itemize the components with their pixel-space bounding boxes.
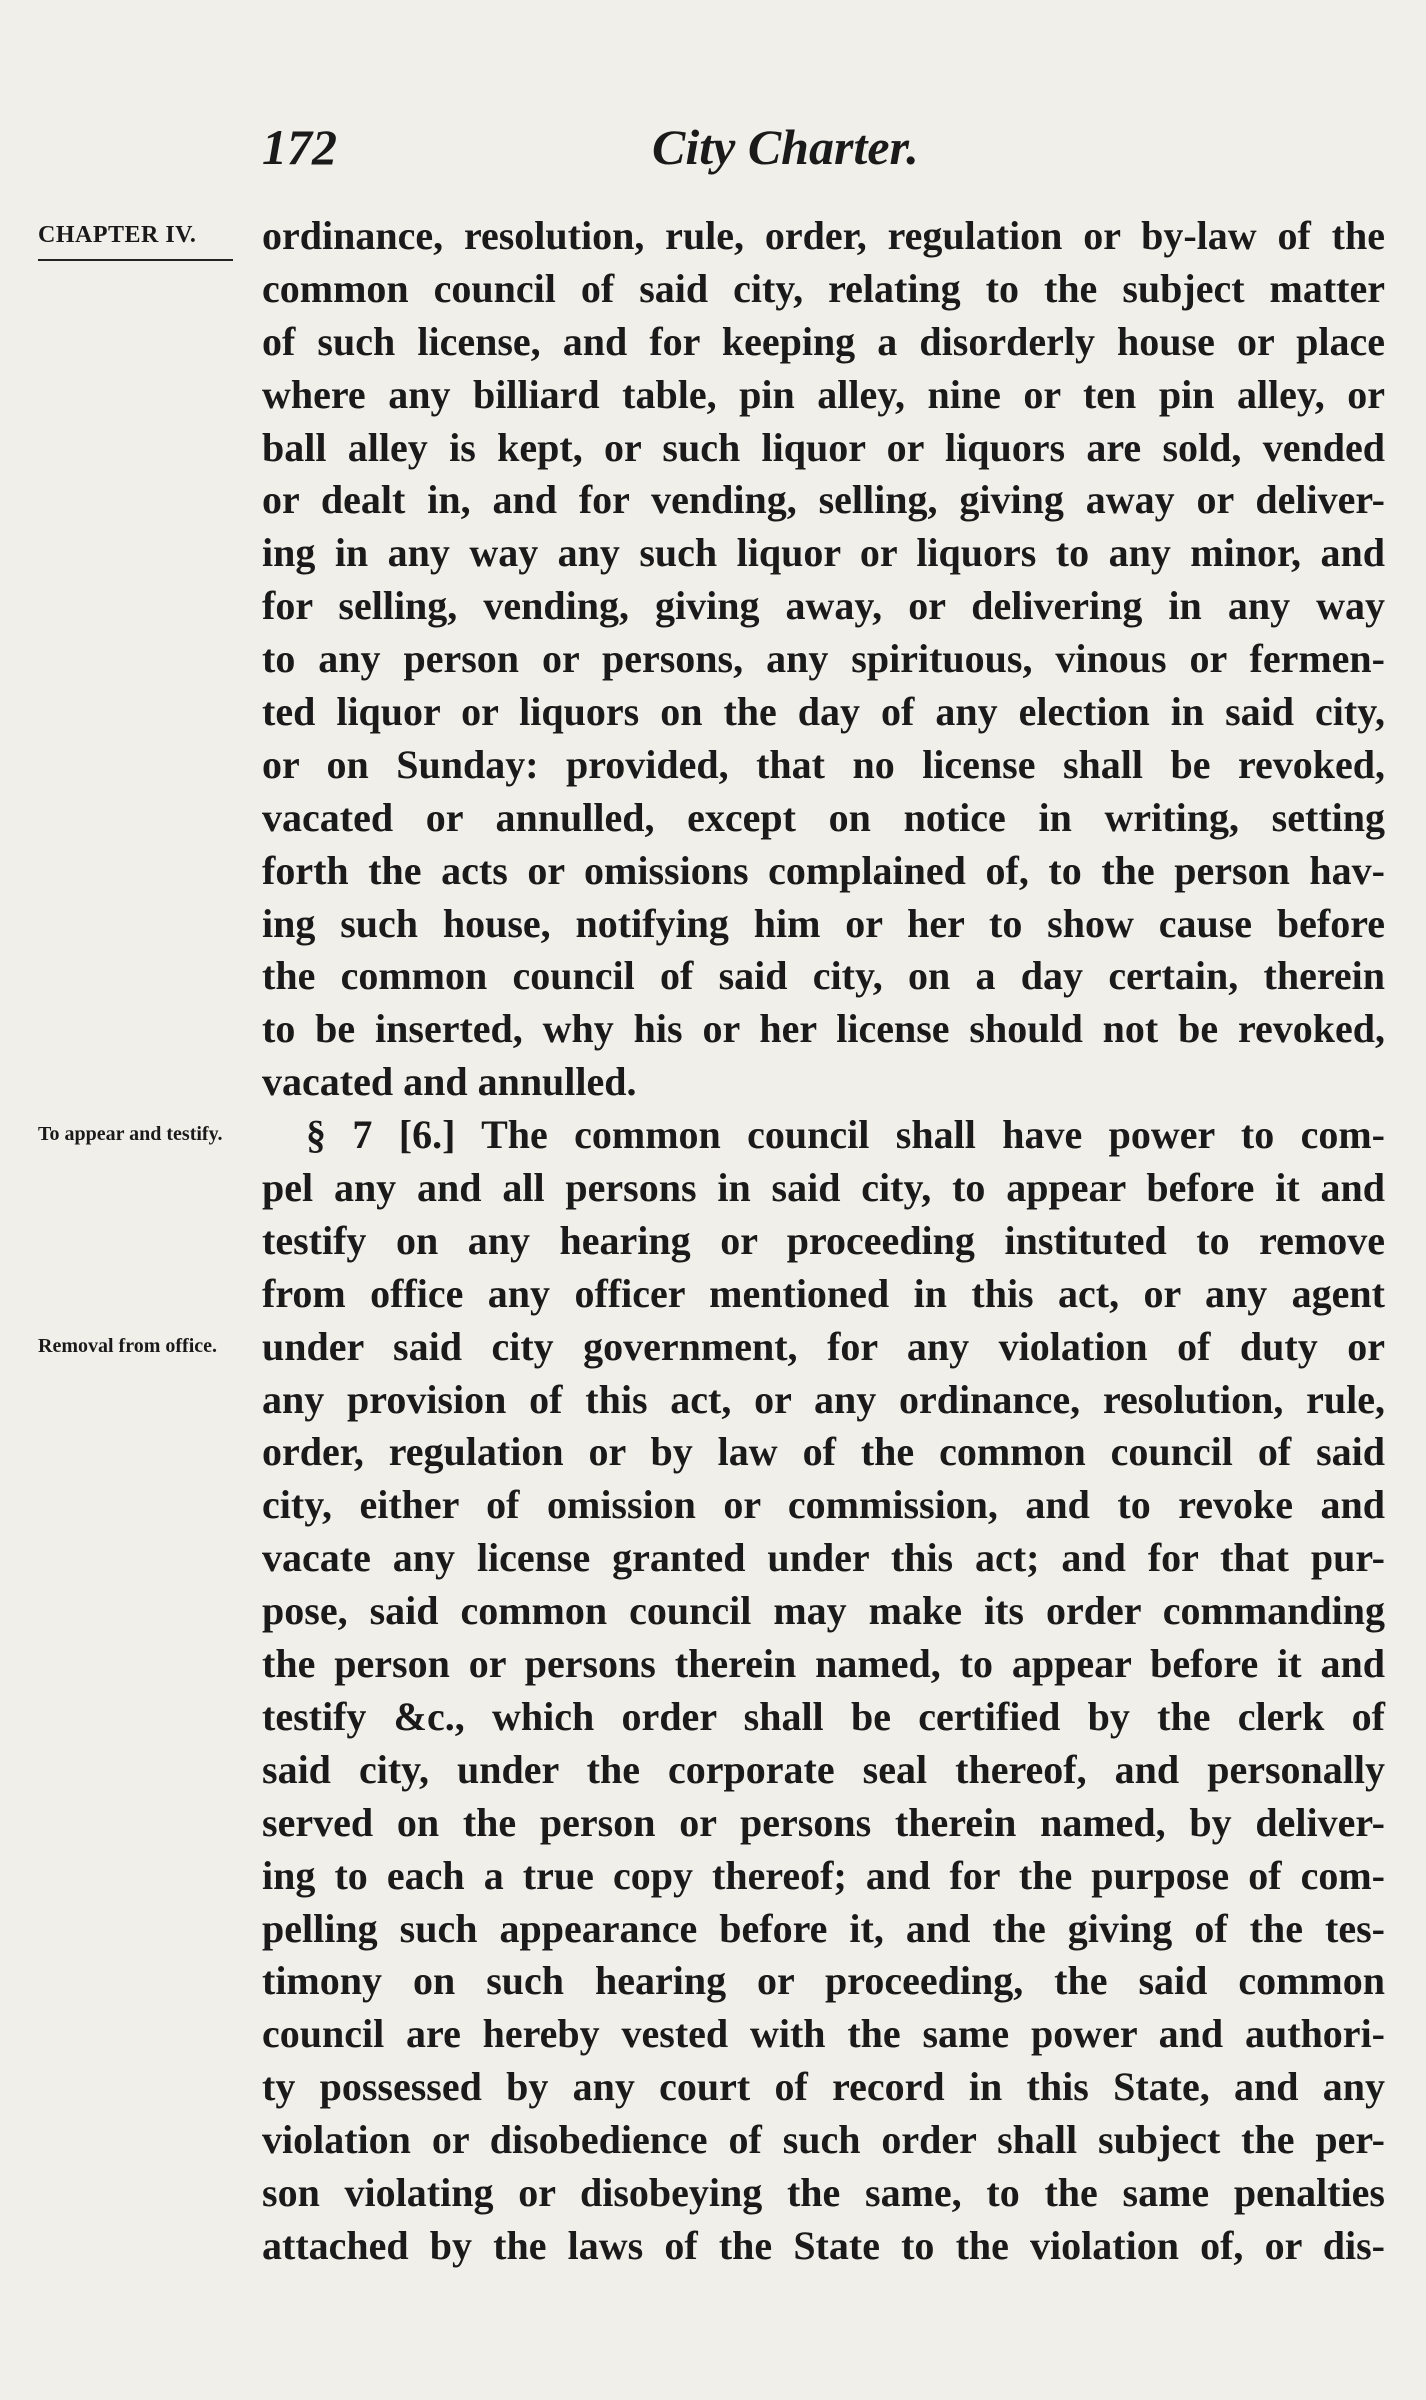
text-line: to be inserted, why his or her license should not be revoked, <box>262 1006 1385 1052</box>
text-line: pelling such appearance before it, and the giving of the tes- <box>262 1905 1385 1951</box>
text-line: ted liquor or liquors on the day of any election in said city, <box>262 689 1385 735</box>
text-line: council are hereby vested with the same power and authori- <box>262 2011 1385 2057</box>
text-line: served on the person or persons therein named, by deliver- <box>262 1799 1385 1845</box>
text-line: vacate any license granted under this act; and for that pur- <box>262 1535 1385 1581</box>
text-line: ball alley is kept, or such liquor or liquors are sold, vended <box>262 424 1385 470</box>
text-line: son violating or disobeying the same, to the same penalties <box>262 2169 1385 2215</box>
text-line: or on Sunday: provided, that no license shall be revoked, <box>262 741 1385 787</box>
text-line: the common council of said city, on a day certain, therein <box>262 953 1385 999</box>
text-line: vacated and annulled. <box>262 1059 637 1105</box>
text-line: forth the acts or omissions complained of, to the person hav- <box>262 847 1385 893</box>
section-7-start-line: § 7 [6.] The common council shall have power to com- <box>306 1112 1385 1158</box>
text-line: from office any officer mentioned in this act, or any agent <box>262 1270 1385 1316</box>
margin-note-removal-from-office: Removal from office. <box>38 1335 218 1357</box>
text-line: ing in any way any such liquor or liquors to any minor, and <box>262 530 1385 576</box>
text-line: the person or persons therein named, to appear before it and <box>262 1641 1385 1687</box>
text-line: where any billiard table, pin alley, nine or ten pin alley, or <box>262 371 1385 417</box>
text-line: pose, said common council may make its order commanding <box>262 1588 1385 1634</box>
text-line: vacated or annulled, except on notice in writing, setting <box>262 794 1385 840</box>
text-line: pel any and all persons in said city, to appear before it and <box>262 1165 1385 1211</box>
running-title: City Charter. <box>652 119 919 175</box>
page-number: 172 <box>262 119 337 175</box>
text-line: attached by the laws of the State to the violation of, or dis- <box>262 2222 1385 2268</box>
text-line: ty possessed by any court of record in this State, and any <box>262 2064 1385 2110</box>
text-line: order, regulation or by law of the common council of said <box>262 1429 1385 1475</box>
text-line: violation or disobedience of such order shall subject the per- <box>262 2117 1385 2163</box>
text-line: under said city government, for any violation of duty or <box>262 1323 1385 1369</box>
text-line: testify &c., which order shall be certified by the clerk of <box>262 1693 1385 1739</box>
text-line: ordinance, resolution, rule, order, regulation or by-law of the <box>262 213 1385 258</box>
text-line: to any person or persons, any spirituous, vinous or fermen- <box>262 636 1385 682</box>
text-line: any provision of this act, or any ordinance, resolution, rule, <box>262 1376 1385 1422</box>
text-line: for selling, vending, giving away, or delivering in any way <box>262 583 1385 629</box>
text-line: ing such house, notifying him or her to show cause before <box>262 900 1385 946</box>
body-text <box>262 210 1385 2273</box>
text-line: testify on any hearing or proceeding instituted to remove <box>262 1217 1385 1263</box>
text-line: ing to each a true copy thereof; and for the purpose of com- <box>262 1852 1385 1898</box>
text-line: said city, under the corporate seal thereof, and personally <box>262 1746 1385 1792</box>
text-line: city, either of omission or commission, and to revoke and <box>262 1482 1385 1528</box>
text-line: or dealt in, and for vending, selling, giving away or deliver- <box>262 477 1385 523</box>
text-line: of such license, and for keeping a disorderly house or place <box>262 318 1385 364</box>
page-header <box>262 112 1382 182</box>
text-line: common council of said city, relating to the subject matter <box>262 265 1385 311</box>
chapter-marginal-label: CHAPTER IV. <box>38 222 233 261</box>
text-line: timony on such hearing or proceeding, the said common <box>262 1958 1385 2004</box>
margin-note-appear-testify: To appear and testify. <box>38 1123 223 1145</box>
